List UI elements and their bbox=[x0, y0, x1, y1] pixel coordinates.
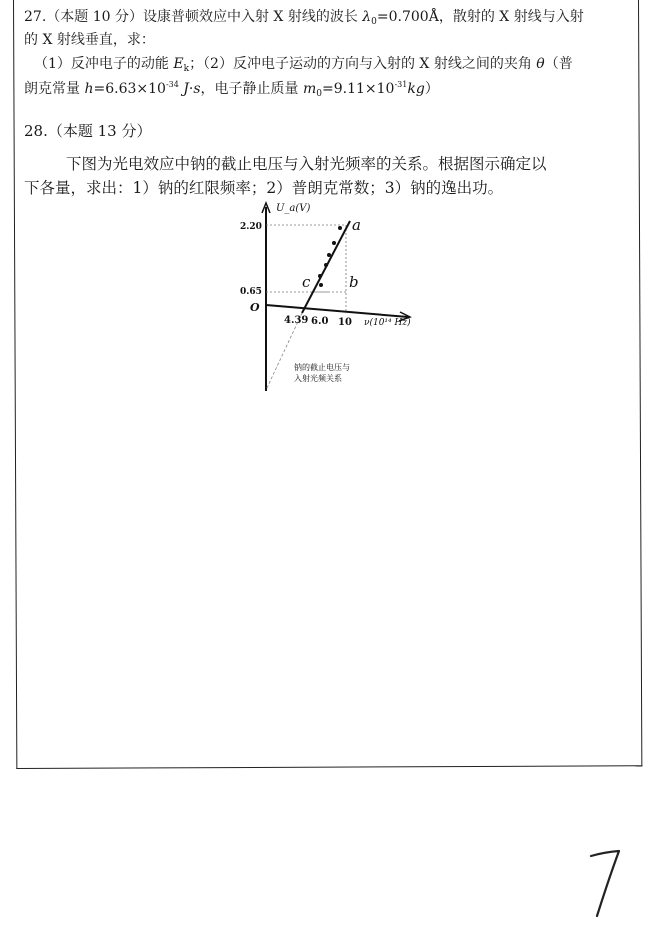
stopping-voltage-figure bbox=[236, 195, 436, 405]
q28-line2: 下各量，求出：1）钠的红限频率；2）普朗克常数；3）钠的逸出功。 bbox=[24, 179, 504, 197]
q28-line1: 下图为光电效应中钠的截止电压与入射光频率的关系。根据图示确定以 bbox=[66, 155, 547, 173]
q28-heading: 28.（本题 13 分） bbox=[24, 122, 152, 140]
x-tick-10: 10 bbox=[338, 317, 352, 328]
data-point bbox=[338, 226, 342, 230]
q27-line4: 朗克常量 $h=6.63\times 10^{-34}$ J·s，电子静止质量 $m_0=9.11\times 10^{-31}kg$） bbox=[24, 80, 439, 99]
data-point bbox=[318, 274, 322, 278]
x-axis-label: ν(10¹⁴ Hz) bbox=[364, 318, 411, 328]
data-point bbox=[332, 241, 336, 245]
caption-line2: 入射光频关系 bbox=[294, 374, 342, 383]
x-tick-4.39: 4.39 bbox=[284, 315, 309, 326]
x-tick-6.0: 6.0 bbox=[311, 316, 329, 327]
data-point bbox=[327, 253, 331, 257]
y-tick-2.20: 2.20 bbox=[240, 222, 262, 232]
point-label-c: c bbox=[302, 273, 311, 291]
q27-line2: 的 X 射线垂直，求： bbox=[24, 32, 155, 48]
origin-label: O bbox=[250, 301, 260, 314]
q27-line3: （1）反冲电子的动能 $E_k$；（2）反冲电子运动的方向与入射的 X 射线之间的夹角 θ（普 bbox=[34, 56, 573, 74]
data-point bbox=[324, 263, 328, 267]
point-label-b: b bbox=[349, 273, 359, 291]
caption-line1: 钠的截止电压与 bbox=[294, 363, 350, 372]
y-tick-0.65: 0.65 bbox=[240, 287, 262, 297]
point-label-a: a bbox=[352, 216, 361, 234]
page-number bbox=[585, 848, 625, 920]
q27-line1: 27.（本题 10 分）设康普顿效应中入射 X 射线的波长 $\lambda_0=0.700Å$，散射的 X 射线与入射 bbox=[24, 9, 584, 27]
y-axis-label: U_a(V) bbox=[276, 203, 311, 214]
data-point bbox=[319, 283, 323, 287]
